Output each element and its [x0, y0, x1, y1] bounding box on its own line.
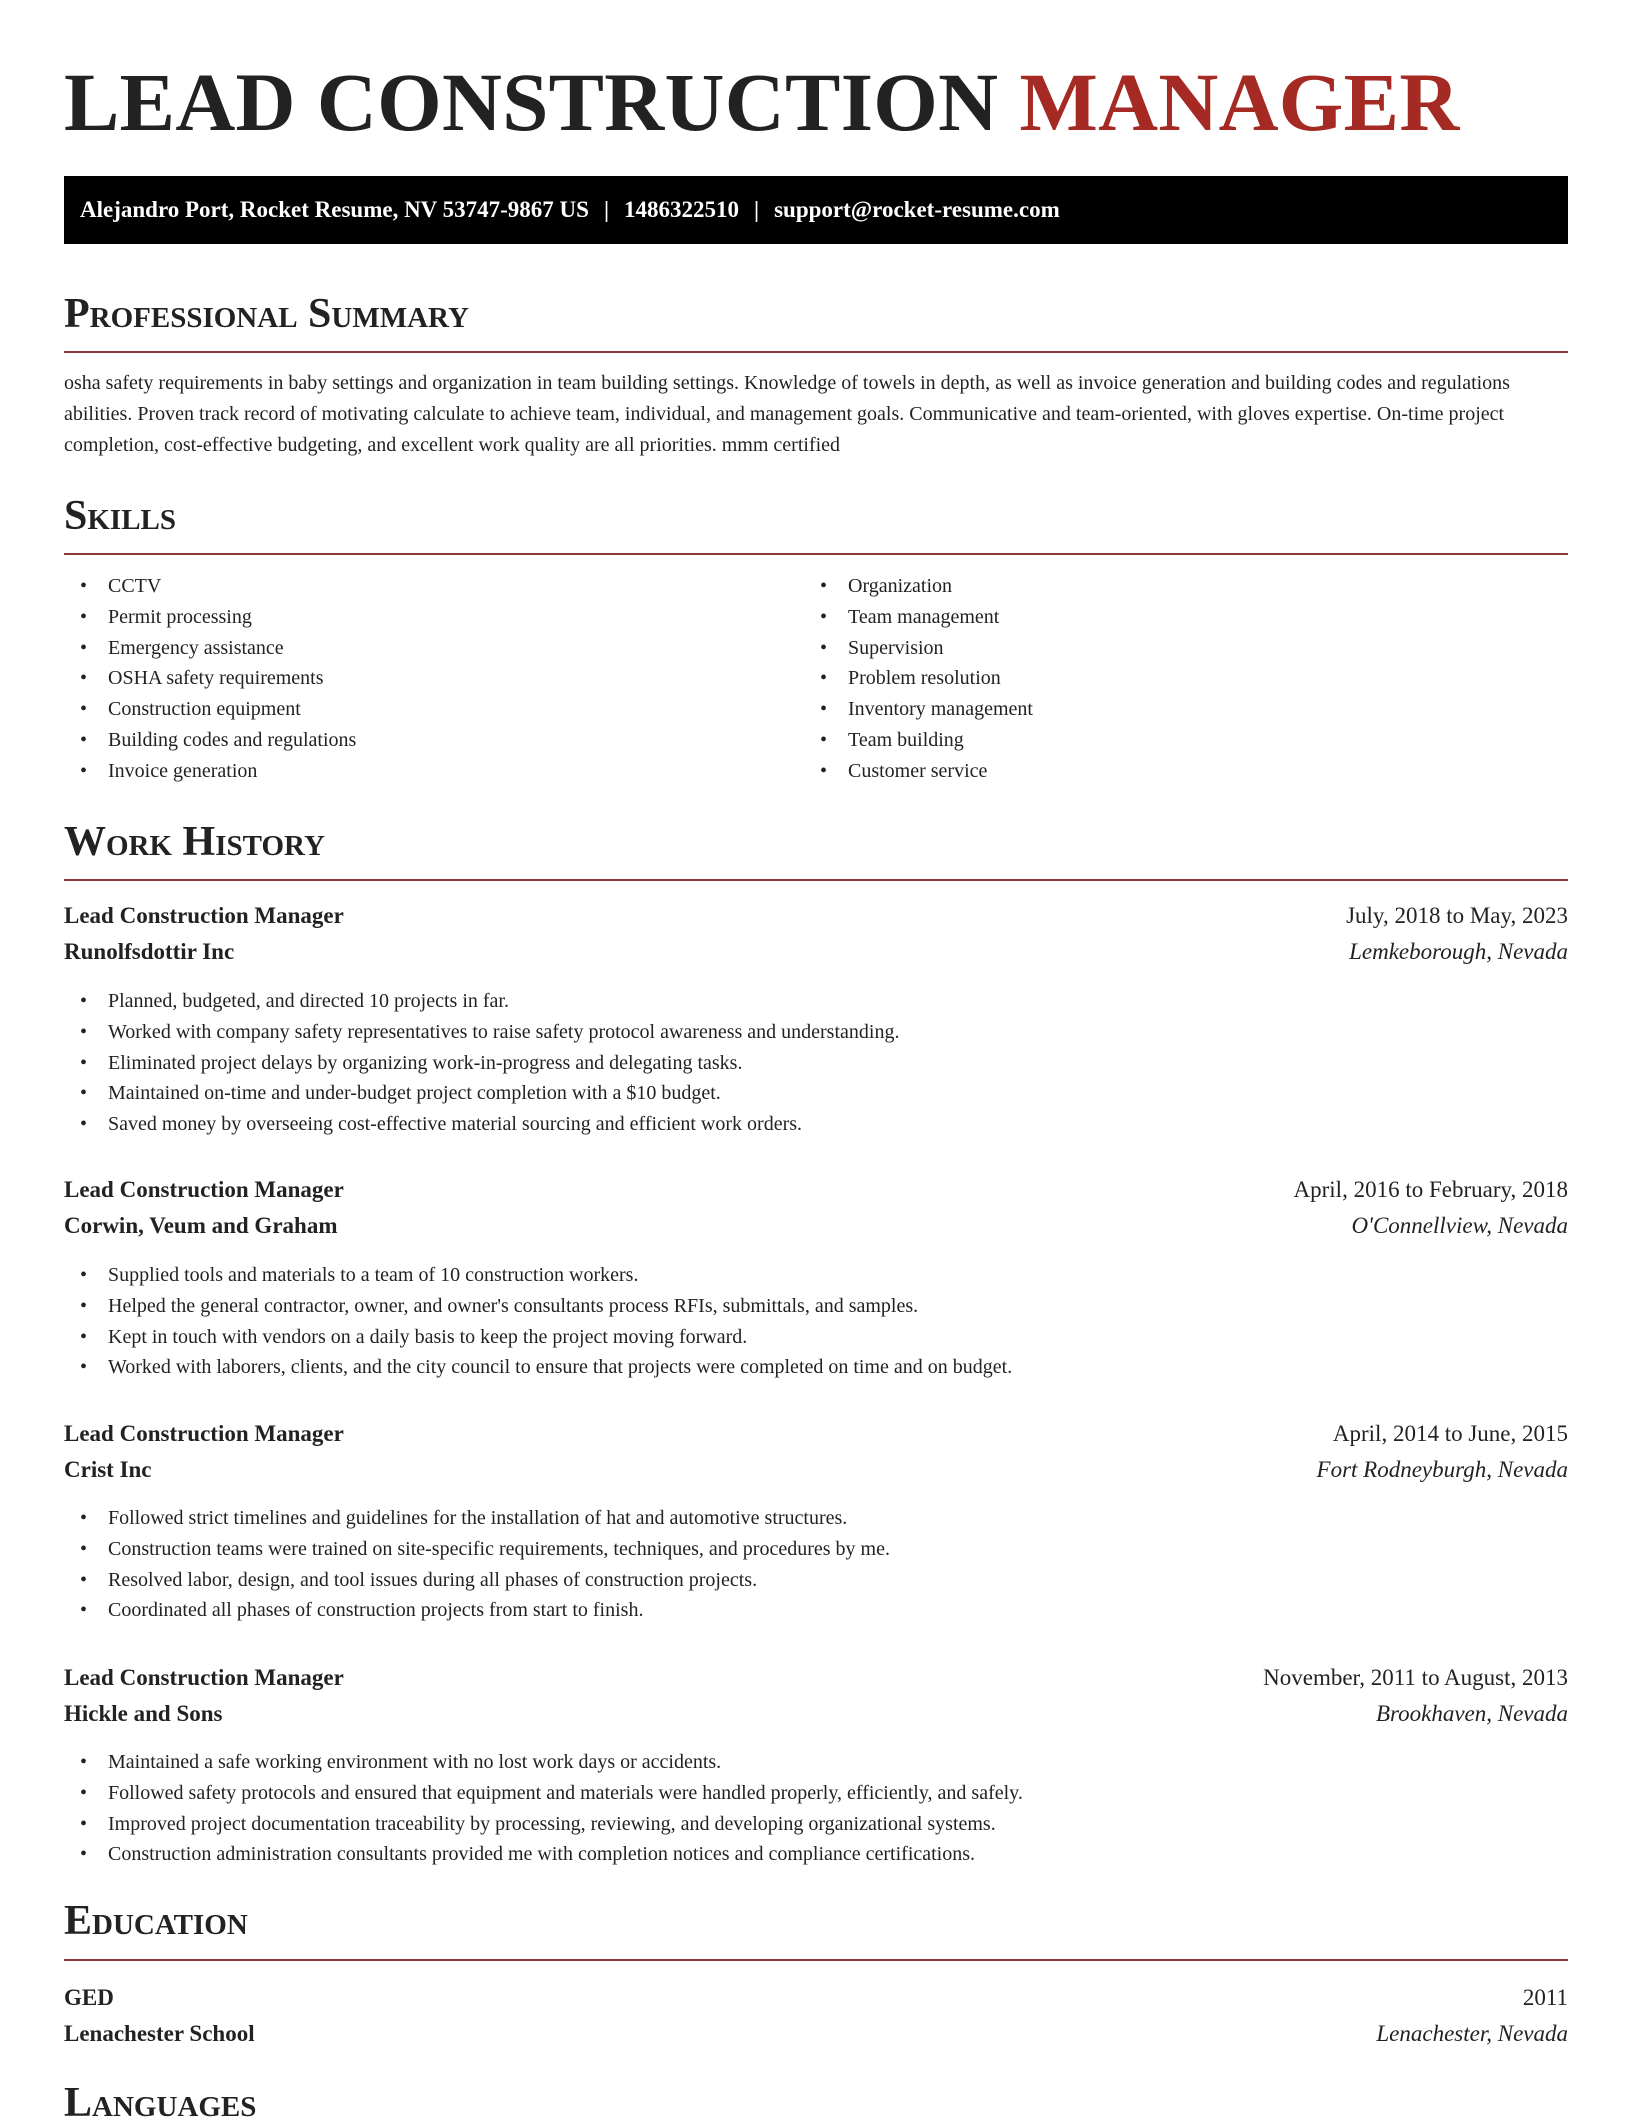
job-bullet: • Followed strict timelines and guidelines for the installation of hat and automotive structures. — [64, 1503, 890, 1534]
job-bullet: • Improved project documentation traceability by processing, reviewing, and developing organizational systems. — [64, 1809, 1023, 1840]
job-dates: July, 2018 to May, 2023 — [1346, 903, 1568, 928]
job-bullet: • Construction teams were trained on site-specific requirements, techniques, and procedures by me. — [64, 1534, 890, 1565]
job-company: Runolfsdottir Inc — [64, 939, 235, 964]
contact-separator: | — [754, 197, 760, 222]
skill-item: • Problem resolution — [804, 663, 1033, 694]
job-bullet: • Saved money by overseeing cost-effective material sourcing and efficient work orders. — [64, 1109, 899, 1140]
skill-item: • Customer service — [804, 756, 1033, 787]
job-bullet: • Resolved labor, design, and tool issues during all phases of construction projects. — [64, 1565, 890, 1596]
contact-email[interactable]: support@rocket-resume.com — [774, 197, 1060, 222]
skills-list-left — [64, 571, 356, 787]
title-main: LEAD CONSTRUCTION — [64, 56, 1020, 148]
job-company-row — [64, 1208, 1568, 1244]
skill-item: • Supervision — [804, 633, 1033, 664]
education-location: Lenachester, Nevada — [1376, 2021, 1568, 2046]
job-company-row — [64, 1696, 1568, 1732]
job-bullet: • Supplied tools and materials to a team of 10 construction workers. — [64, 1260, 1012, 1291]
job-title: Lead Construction Manager — [64, 1421, 344, 1446]
skill-item: • Building codes and regulations — [64, 725, 356, 756]
job-bullet: • Maintained a safe working environment with no lost work days or accidents. — [64, 1747, 1023, 1778]
job-bullet: • Worked with laborers, clients, and the city council to ensure that projects were completed on time and on budget. — [64, 1352, 1012, 1383]
job-dates: November, 2011 to August, 2013 — [1263, 1665, 1568, 1690]
education-school: Lenachester School — [64, 2021, 255, 2046]
job-company: Corwin, Veum and Graham — [64, 1213, 338, 1238]
job-dates: April, 2014 to June, 2015 — [1332, 1421, 1568, 1446]
skills-divider — [64, 553, 1568, 555]
skill-item: • Permit processing — [64, 602, 356, 633]
work-history-heading: Work History — [64, 819, 325, 865]
contact-address: Alejandro Port, Rocket Resume, NV 53747-9867 US — [80, 197, 589, 222]
job-bullet-list — [64, 1503, 890, 1626]
contact-bar — [64, 176, 1568, 244]
summary-divider — [64, 351, 1568, 353]
job-bullet: • Helped the general contractor, owner, and owner's consultants process RFIs, submittals, and samples. — [64, 1291, 1012, 1322]
job-bullet: • Followed safety protocols and ensured that equipment and materials were handled properly, efficiently, and safely. — [64, 1778, 1023, 1809]
resume-title — [64, 56, 1460, 148]
education-school-row — [64, 2016, 1568, 2052]
job-bullet: • Construction administration consultants provided me with completion notices and compliance certifications. — [64, 1839, 1023, 1870]
job-company-row — [64, 1452, 1568, 1488]
skill-item: • Construction equipment — [64, 694, 356, 725]
education-degree-row — [64, 1980, 1568, 2016]
job-bullet: • Coordinated all phases of construction projects from start to finish. — [64, 1595, 890, 1626]
job-bullet: • Worked with company safety representatives to raise safety protocol awareness and understanding. — [64, 1017, 899, 1048]
job-company-row — [64, 934, 1568, 970]
job-dates: April, 2016 to February, 2018 — [1293, 1177, 1568, 1202]
job-company: Crist Inc — [64, 1457, 152, 1482]
work-history-divider — [64, 879, 1568, 881]
job-bullet: • Maintained on-time and under-budget project completion with a $10 budget. — [64, 1078, 899, 1109]
job-bullet: • Planned, budgeted, and directed 10 projects in far. — [64, 986, 899, 1017]
skill-item: • Organization — [804, 571, 1033, 602]
job-title: Lead Construction Manager — [64, 1665, 344, 1690]
job-location: Brookhaven, Nevada — [1375, 1701, 1568, 1726]
contact-separator: | — [603, 197, 610, 222]
education-divider — [64, 1959, 1568, 1961]
education-degree: GED — [64, 1985, 114, 2010]
skill-item: • Team building — [804, 725, 1033, 756]
job-header-row — [64, 898, 1568, 934]
skills-heading: Skills — [64, 493, 177, 539]
languages-heading: Languages — [64, 2080, 257, 2126]
education-year: 2011 — [1522, 1985, 1568, 2010]
job-bullet-list — [64, 1260, 1012, 1383]
job-title: Lead Construction Manager — [64, 1177, 344, 1202]
summary-heading: Professional Summary — [64, 291, 469, 337]
job-location: Fort Rodneyburgh, Nevada — [1316, 1457, 1568, 1482]
skills-list-right — [804, 571, 1033, 787]
education-heading: Education — [64, 1898, 248, 1944]
contact-phone[interactable]: 1486322510 — [624, 197, 740, 222]
job-bullet-list — [64, 1747, 1023, 1870]
skill-item: • Invoice generation — [64, 756, 356, 787]
skill-item: • Inventory management — [804, 694, 1033, 725]
skill-item: • CCTV — [64, 571, 356, 602]
job-title: Lead Construction Manager — [64, 903, 344, 928]
summary-text: osha safety requirements in baby settings and organization in team building settings. Knowledge of towels in depth, as well as invoice generation and building codes and regulations abilities. Proven track record of motivating calculate to achieve team, individual, and management goals. Communicative and team-oriented, with gloves expertise. On-time project completion, cost-effective budgeting, and excellent work quality are all priorities. mmm certified — [64, 372, 1510, 456]
skill-item: • Emergency assistance — [64, 633, 356, 664]
skill-item: • Team management — [804, 602, 1033, 633]
job-header-row — [64, 1660, 1568, 1696]
job-bullet: • Kept in touch with vendors on a daily basis to keep the project moving forward. — [64, 1322, 1012, 1353]
job-header-row — [64, 1416, 1568, 1452]
job-location: O'Connellview, Nevada — [1351, 1213, 1568, 1238]
title-accent: MANAGER — [1019, 56, 1460, 148]
job-location: Lemkeborough, Nevada — [1349, 939, 1568, 964]
job-company: Hickle and Sons — [64, 1701, 223, 1726]
job-bullet: • Eliminated project delays by organizing work-in-progress and delegating tasks. — [64, 1048, 899, 1079]
job-header-row — [64, 1172, 1568, 1208]
skill-item: • OSHA safety requirements — [64, 663, 356, 694]
job-bullet-list — [64, 986, 899, 1140]
